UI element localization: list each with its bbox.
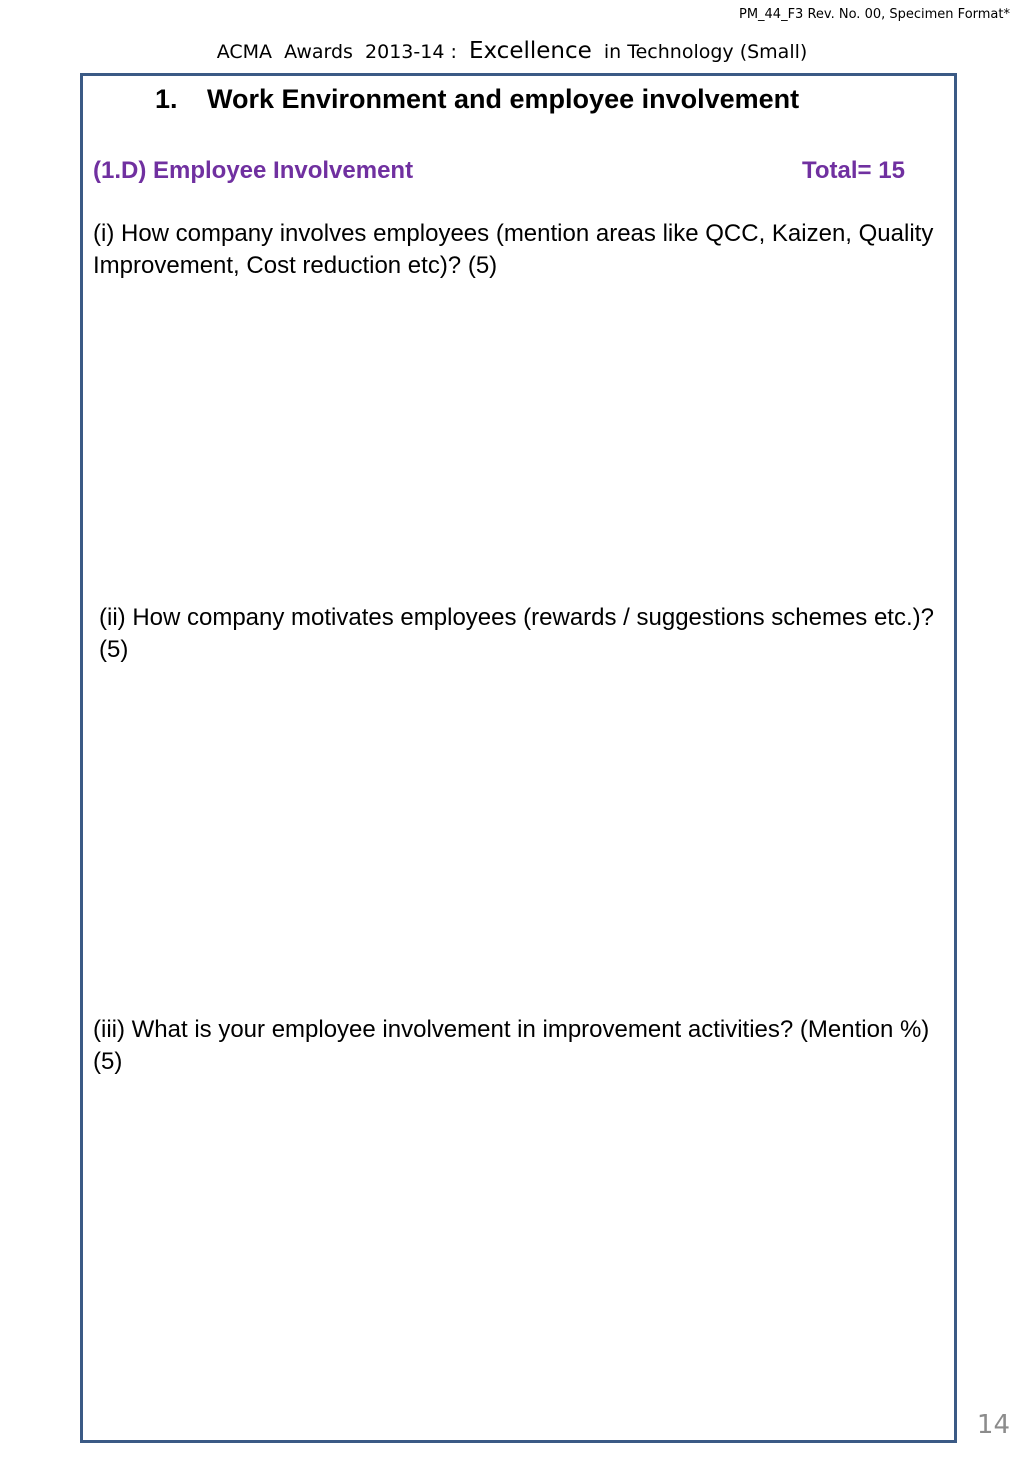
subsection-heading: (1.D) Employee Involvement [93, 157, 414, 184]
question-2: (ii) How company motivates employees (rewards / suggestions schemes etc.)? (5) [99, 604, 934, 663]
title-part-2: in Technology (Small) [591, 41, 808, 63]
title-emphasis: Excellence [468, 38, 592, 64]
question-1: (i) How company involves employees (mention areas like QCC, Kaizen, Quality Improvement, Cost reduction etc)? (5) [93, 220, 934, 279]
title-part-1: ACMA Awards 2013-14 : [216, 41, 469, 63]
page-number: 14 [976, 1410, 1010, 1440]
total-score: Total= 15 [802, 157, 905, 184]
section-number: 1. [155, 84, 178, 114]
page-title [0, 38, 1024, 64]
document-code: PM_44_F3 Rev. No. 00, Specimen Format* [738, 7, 1010, 22]
section-heading-text: Work Environment and employee involvement [207, 84, 800, 114]
section-heading [155, 84, 799, 115]
question-3: (iii) What is your employee involvement in improvement activities? (Mention %) (5) [93, 1016, 930, 1075]
